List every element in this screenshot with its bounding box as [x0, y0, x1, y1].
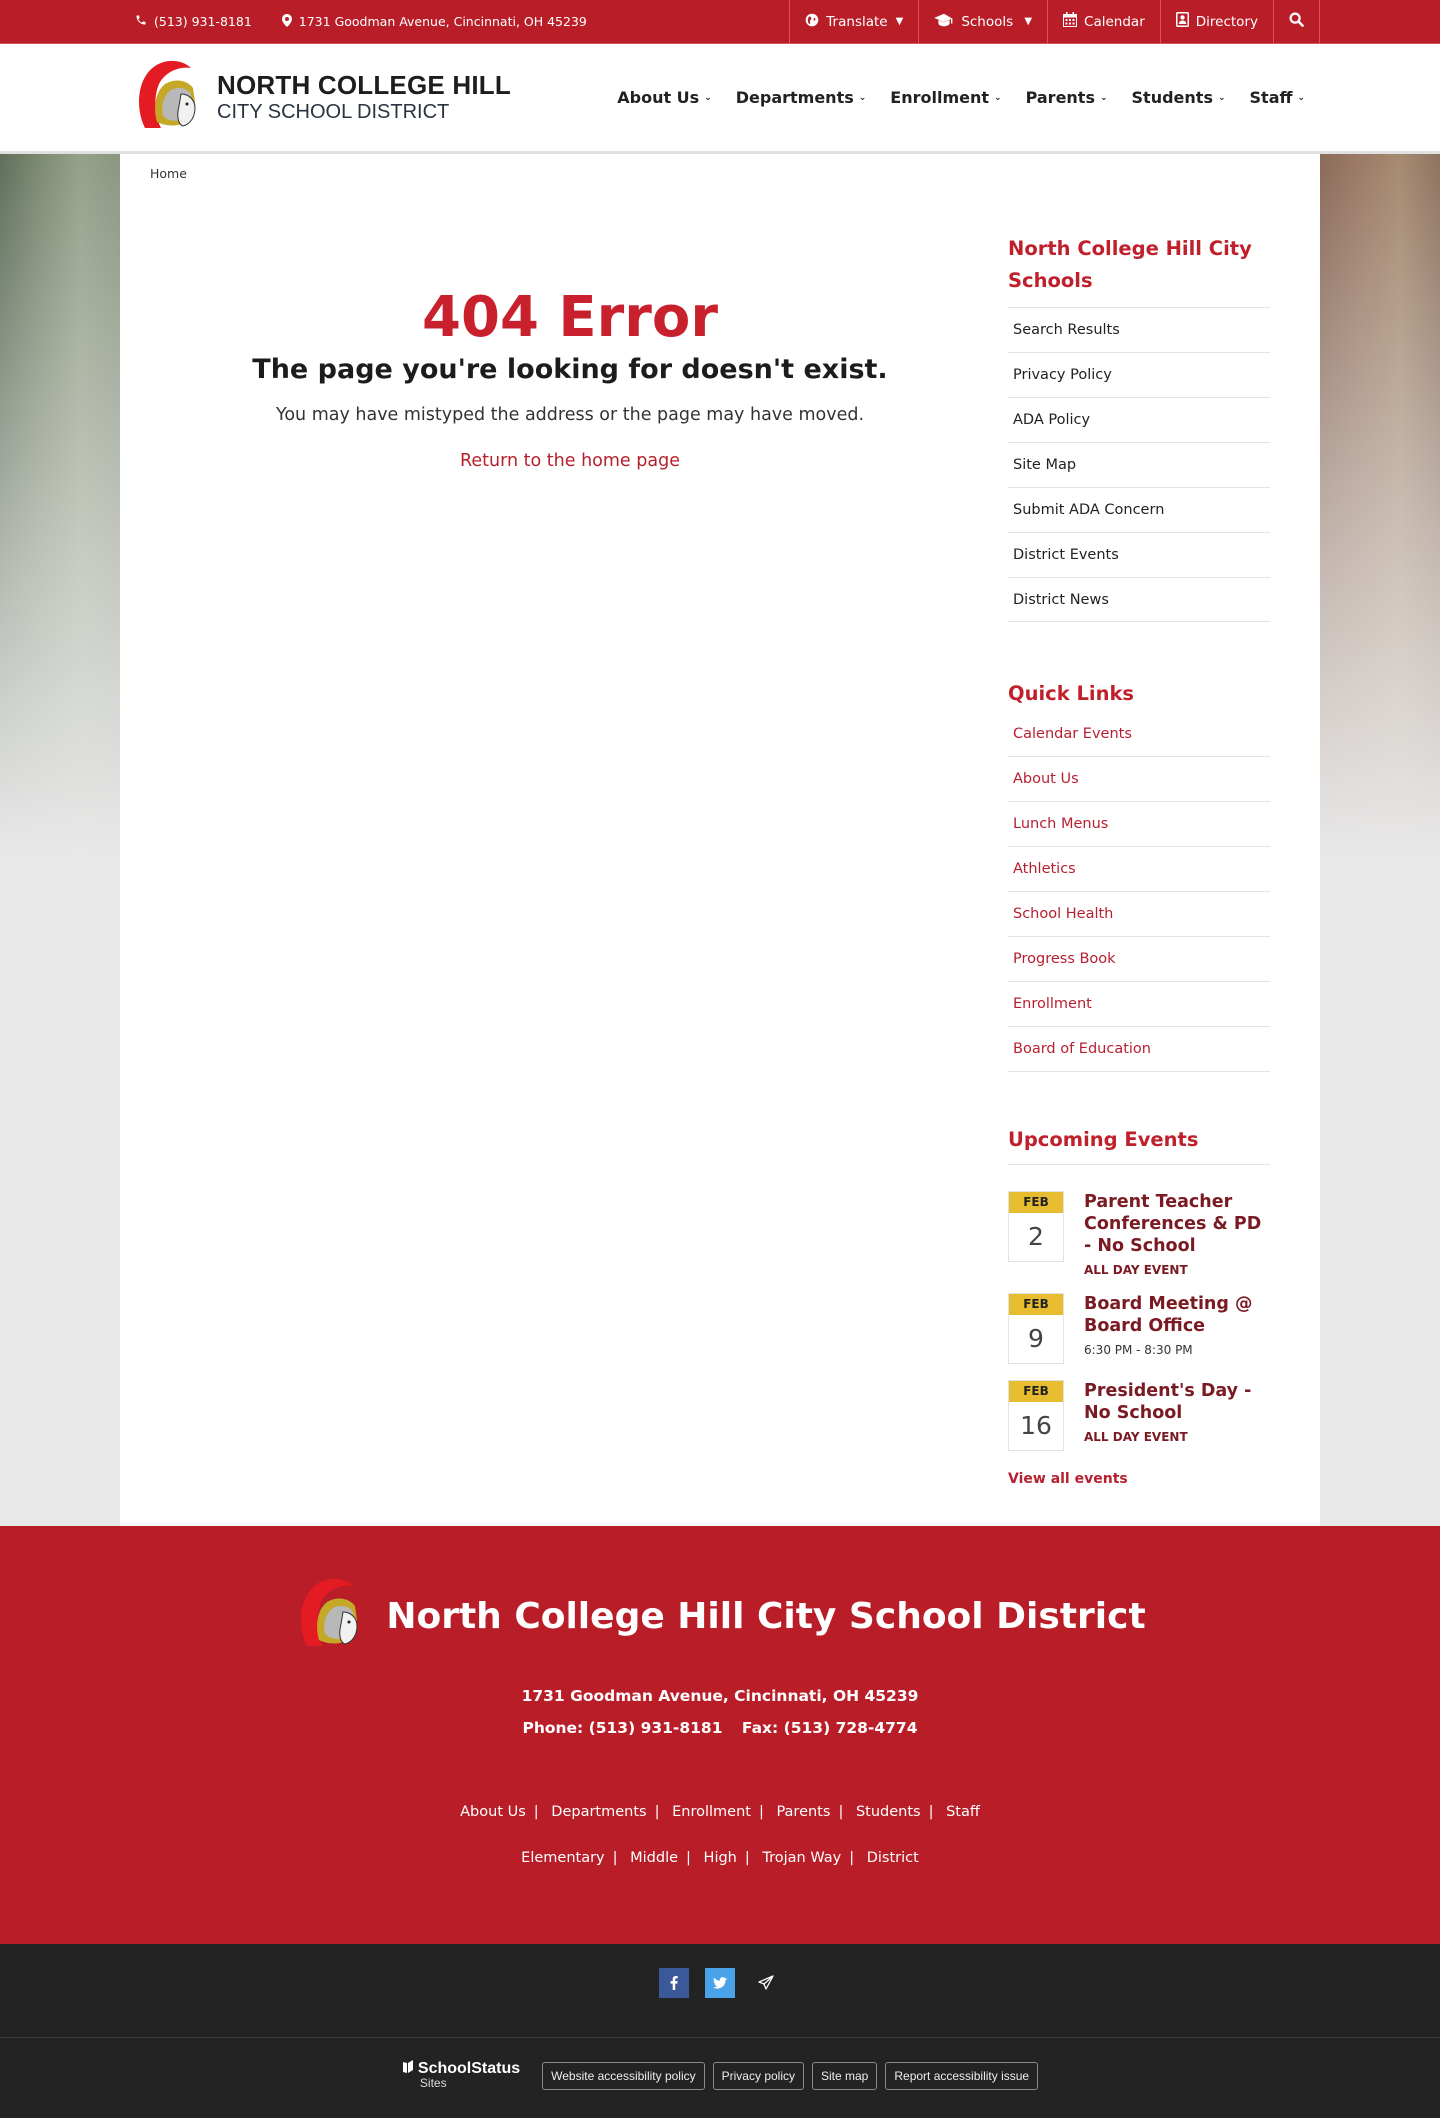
error-title: The page you're looking for doesn't exist.	[252, 354, 888, 385]
nav-label: About Us	[617, 88, 700, 107]
website-accessibility-policy-button[interactable]: Website accessibility policy	[542, 2062, 705, 2090]
district-heading: North College Hill City Schools	[1008, 237, 1252, 292]
quick-link-calendar-events[interactable]: Calendar Events	[1008, 712, 1270, 757]
legal-bar	[0, 2038, 1440, 2091]
footer-link-high[interactable]: High	[703, 1850, 737, 1866]
footer-main	[0, 1526, 1440, 1944]
event-time: 6:30 PM - 8:30 PM	[1084, 1343, 1193, 1357]
nav-students[interactable]	[1132, 88, 1226, 107]
upcoming-events-section	[1008, 1124, 1290, 1487]
event-day: 9	[1028, 1324, 1044, 1353]
footer-fax: Fax: (513) 728-4774	[741, 1719, 918, 1737]
utility-address[interactable]	[282, 14, 587, 30]
quick-link-lunch-menus[interactable]: Lunch Menus	[1008, 802, 1270, 847]
event-time: ALL DAY EVENT	[1084, 1430, 1188, 1444]
nav-label: Departments	[735, 88, 854, 107]
directory-label: Directory	[1195, 13, 1258, 30]
content-panel	[120, 154, 1320, 1526]
chevron-down-icon: ⌄	[994, 92, 1002, 103]
quick-links-heading: Quick Links	[1008, 682, 1135, 705]
district-links-section	[1008, 233, 1290, 622]
site-map-button[interactable]: Site map	[812, 2062, 877, 2090]
event-date-badge	[1008, 1380, 1064, 1451]
event-title[interactable]: Board Meeting @ Board Office	[1084, 1294, 1253, 1336]
logo-line-2: CITY SCHOOL DISTRICT	[217, 100, 450, 123]
utility-address-text: 1731 Goodman Avenue, Cincinnati, OH 45239	[298, 14, 587, 29]
chevron-down-icon: ⌄	[1217, 92, 1226, 103]
quick-links-section	[1008, 678, 1290, 1072]
nav-staff[interactable]	[1250, 88, 1305, 107]
logo-line-1: NORTH COLLEGE HILL	[217, 69, 511, 100]
schoolstatus-name: SchoolStatus	[417, 2059, 521, 2077]
caret-down-icon: ▼	[895, 16, 904, 27]
chevron-down-icon: ⌄	[1099, 92, 1108, 103]
schoolstatus-logo[interactable]	[402, 2060, 520, 2091]
event-day: 16	[1020, 1411, 1052, 1440]
event-day: 2	[1028, 1222, 1044, 1251]
facebook-icon[interactable]	[659, 1968, 689, 1998]
footer-phone[interactable]: Phone: (513) 931-8181	[522, 1719, 723, 1737]
event-time: ALL DAY EVENT	[1084, 1263, 1188, 1277]
breadcrumb	[120, 154, 1320, 181]
main-content	[120, 181, 1000, 1487]
event-date-badge	[1008, 1293, 1064, 1364]
graduation-cap-icon	[934, 13, 954, 31]
sidebar-link-submit-ada-concern[interactable]: Submit ADA Concern	[1008, 487, 1270, 532]
error-code: 404 Error	[422, 285, 718, 350]
view-all-events-link[interactable]: View all events	[1008, 1471, 1128, 1487]
schoolstatus-sites: Sites	[419, 2076, 447, 2090]
event-month: FEB	[1009, 1294, 1063, 1315]
utility-phone[interactable]	[135, 14, 252, 29]
nav-label: Students	[1131, 88, 1213, 107]
event-item[interactable]	[1008, 1191, 1270, 1277]
footer-link-staff[interactable]: Staff	[946, 1804, 980, 1820]
schools-label: Schools	[961, 13, 1014, 30]
quick-link-about-us[interactable]: About Us	[1008, 757, 1270, 802]
main-nav	[617, 88, 1320, 107]
footer-link-elementary[interactable]: Elementary	[521, 1850, 605, 1866]
footer-link-about-us[interactable]: About Us	[460, 1804, 526, 1820]
translate-label: Translate	[826, 13, 888, 30]
phone-icon	[135, 14, 147, 29]
event-title[interactable]: Parent Teacher Conferences & PD - No School	[1084, 1192, 1262, 1256]
calendar-button[interactable]	[1047, 0, 1160, 43]
calendar-label: Calendar	[1084, 13, 1145, 30]
error-subtitle: You may have mistyped the address or the page may have moved.	[275, 405, 865, 425]
calendar-icon	[1063, 12, 1077, 31]
report-accessibility-issue-button[interactable]: Report accessibility issue	[885, 2062, 1038, 2090]
footer-contact	[0, 1680, 1440, 1744]
social-links	[0, 1944, 1440, 2038]
schoolstatus-book-icon	[402, 2060, 414, 2076]
error-block	[120, 181, 1000, 471]
utility-phone-text: (513) 931-8181	[154, 14, 252, 29]
site-header	[0, 44, 1440, 154]
breadcrumb-home[interactable]: Home	[150, 166, 187, 181]
search-icon	[1289, 12, 1304, 31]
footer-link-students[interactable]: Students	[855, 1804, 921, 1820]
nav-departments[interactable]	[736, 88, 867, 107]
events-heading: Upcoming Events	[1008, 1124, 1270, 1165]
event-month: FEB	[1009, 1192, 1063, 1213]
sidebar-link-ada-policy[interactable]: ADA Policy	[1008, 397, 1270, 442]
footer-link-district[interactable]: District	[866, 1850, 919, 1866]
sidebar	[1000, 181, 1290, 1487]
return-home-link[interactable]: Return to the home page	[460, 451, 680, 471]
event-item[interactable]	[1008, 1293, 1270, 1364]
quick-link-enrollment[interactable]: Enrollment	[1008, 982, 1270, 1027]
map-pin-icon	[282, 14, 292, 30]
nav-about-us[interactable]	[617, 88, 712, 107]
quick-link-progress-book[interactable]: Progress Book	[1008, 937, 1270, 982]
schools-button[interactable]	[918, 0, 1047, 43]
footer-address: 1731 Goodman Avenue, Cincinnati, OH 45239	[521, 1687, 919, 1705]
privacy-policy-button[interactable]: Privacy policy	[713, 2062, 804, 2090]
paper-plane-icon[interactable]	[751, 1968, 781, 1998]
quick-link-board-of-education[interactable]: Board of Education	[1008, 1027, 1270, 1072]
event-title[interactable]: President's Day - No School	[1084, 1381, 1252, 1423]
chevron-down-icon: ⌄	[1297, 92, 1305, 103]
footer-links: About Us | Departments | Enrollment | Parents | Students | Staff Elementary | Middle | High | Trojan Way | District	[460, 1804, 980, 1866]
contact-book-icon	[1176, 12, 1189, 31]
footer-link-trojan-way[interactable]: Trojan Way	[762, 1850, 842, 1866]
quick-link-school-health[interactable]: School Health	[1008, 892, 1270, 937]
quick-link-athletics[interactable]: Athletics	[1008, 847, 1270, 892]
search-button[interactable]	[1273, 0, 1320, 43]
event-date-badge	[1008, 1191, 1064, 1262]
sidebar-link-search-results[interactable]: Search Results	[1008, 307, 1270, 352]
event-item[interactable]	[1008, 1380, 1270, 1451]
footer-link-parents[interactable]: Parents	[776, 1804, 831, 1820]
sidebar-link-district-news[interactable]: District News	[1008, 577, 1270, 622]
chevron-down-icon: ⌄	[704, 92, 712, 103]
page-background	[0, 154, 1440, 1526]
trojan-logo-icon	[135, 58, 207, 138]
directory-button[interactable]	[1160, 0, 1273, 43]
district-logo-link[interactable]	[120, 58, 511, 138]
nav-label: Staff	[1249, 88, 1293, 107]
sidebar-link-site-map[interactable]: Site Map	[1008, 442, 1270, 487]
trojan-logo-icon	[294, 1576, 372, 1656]
twitter-icon[interactable]	[705, 1968, 735, 1998]
footer-district-name: North College Hill City School District	[386, 1595, 1146, 1637]
footer-bottom	[0, 1944, 1440, 2118]
sidebar-link-privacy-policy[interactable]: Privacy Policy	[1008, 352, 1270, 397]
utility-bar	[0, 0, 1440, 44]
footer-link-departments[interactable]: Departments	[551, 1804, 647, 1820]
nav-label: Parents	[1025, 88, 1095, 107]
caret-down-icon: ▼	[1021, 16, 1033, 27]
nav-parents[interactable]	[1026, 88, 1108, 107]
nav-label: Enrollment	[890, 88, 990, 107]
chevron-down-icon: ⌄	[858, 92, 867, 103]
event-month: FEB	[1009, 1381, 1063, 1402]
translate-button[interactable]	[789, 0, 918, 43]
globe-icon	[805, 13, 819, 31]
footer-link-enrollment[interactable]: Enrollment	[672, 1804, 751, 1820]
nav-enrollment[interactable]	[890, 88, 1001, 107]
footer-link-middle[interactable]: Middle	[630, 1850, 679, 1866]
sidebar-link-district-events[interactable]: District Events	[1008, 532, 1270, 577]
